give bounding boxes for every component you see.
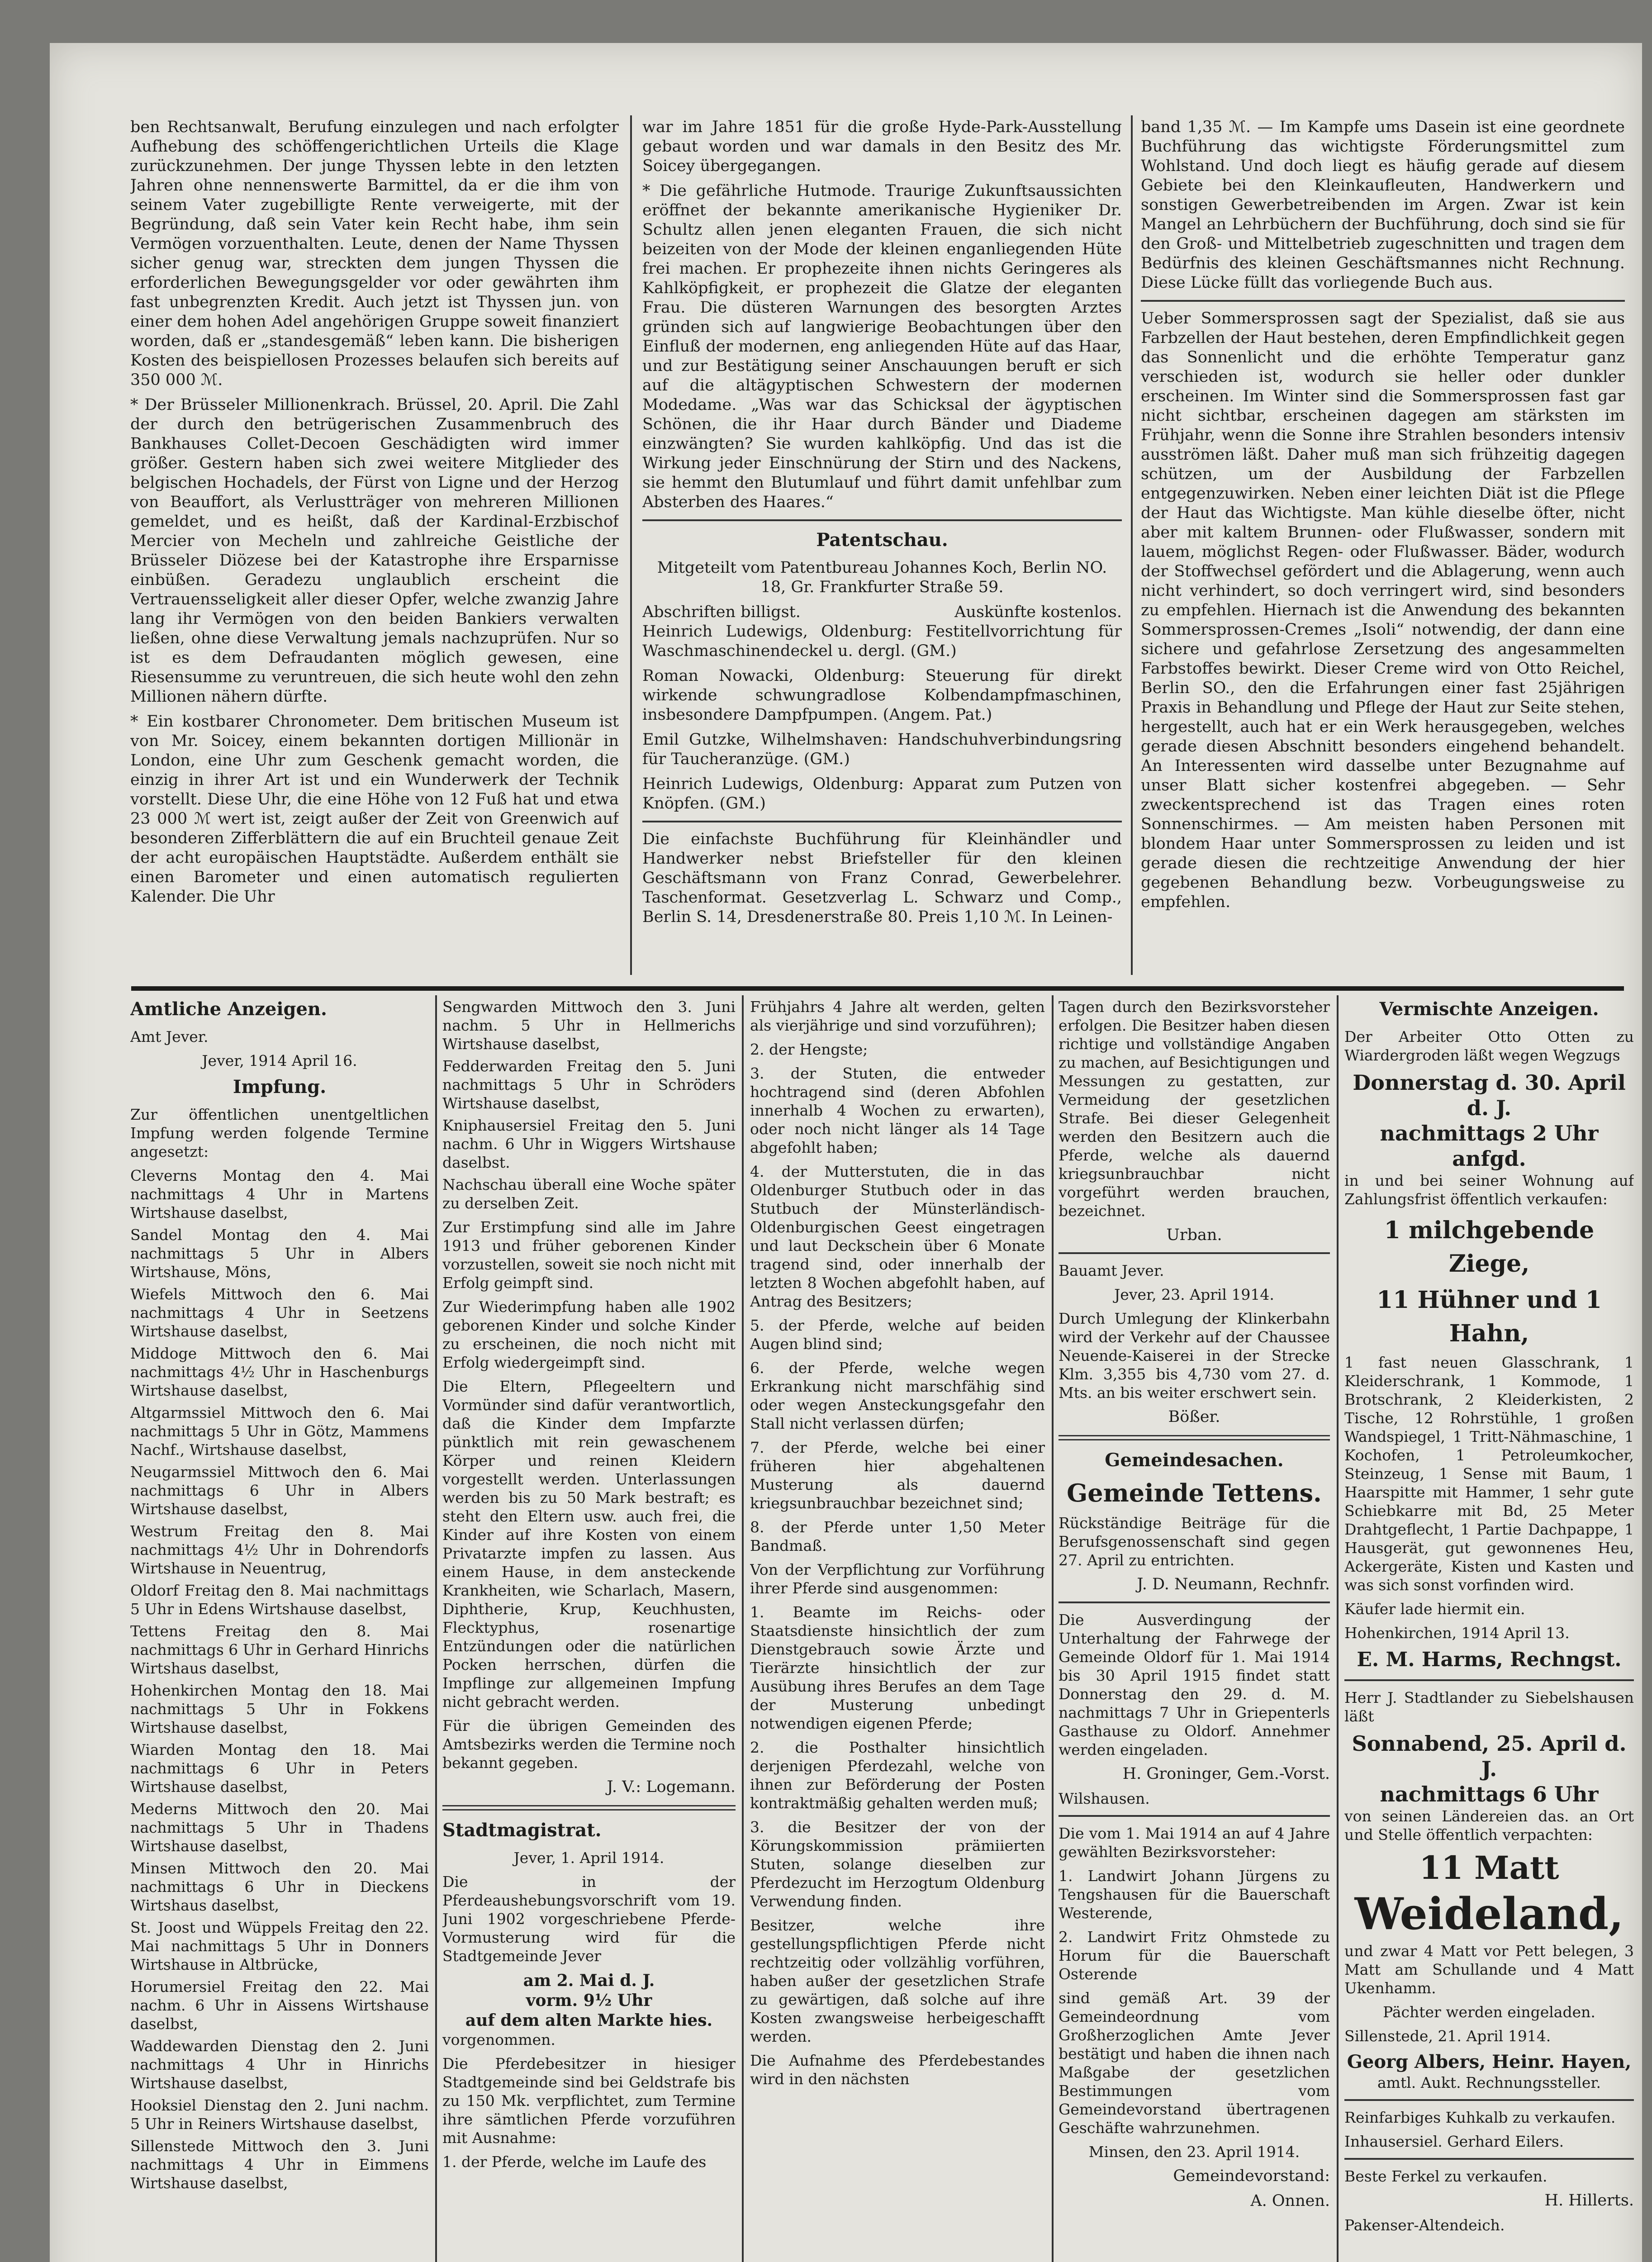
ad-signature: Inhausersiel. Gerhard Eilers. bbox=[1344, 2133, 1564, 2150]
article-sommersprossen: Ueber Sommersprossen sagt der Spezialist, daß sie aus Farbzellen der Haut bestehen, deren Empfindlichkeit gegen das Sonnenlicht und die erhöhte Temperatur ganz verschieden ist, wodurch sie heller oder dunkler erscheinen. Im Winter sind die Sommersprossen fast gar nicht sichtbar, erscheinen dagegen am stärksten im Frühjahr, wenn die Sonne ihre Strahlen besonders intensiv ausströmen läßt. Daher muß man sich frühzeitig dagegen schützen, um der Ausbildung der Farbzellen entgegenzuwirken. Neben einer leichten Diät ist die Pflege der Haut das Wichtigste. Man kühle dieselbe öfter, nicht aber mit kaltem Brunnen- oder Flußwasser, sondern mit lauem, möglichst Regen- oder Flußwasser. Bäder, wodurch der Stoffwechsel gefördert und die Ablagerung, wenn auch nicht verhindert, so doch verringert wird, sind besonders zu empfehlen. Hiernach ist die Anwendung des bekannten Sommersprossen-Cremes „Isoli“ notwendig, der dann eine sichere und gefahrlose Zersetzung des angesammelten Farbstoffes bewirkt. Dieser Creme wird von Otto Reichel, Berlin SO., den die Erfahrungen einer fast 25jährigen Praxis in Behandlung und Pflege der Haut zur Seite stehen, hergestellt, auch hat er ein Werk herausgegeben, welches gerade diesen Abschnitt besonders eingehend behandelt. An Interessenten wird dasselbe unter Bezugnahme auf unser Blatt sicher kostenfrei abgegeben. — Sehr zweckentsprechend ist das Tragen eines roten Sonnenschirmes. — Am meisten haben Personen mit blondem Haar unter Sommersprossen zu leiden und ist gerade diesen die rechtzeitige Anwendung der hier gegebenen Behandlung bezw. Vorbeugungsweise zu empfehlen. bbox=[1141, 309, 1625, 911]
ausverdingung-place: Wilshausen. bbox=[1059, 1790, 1150, 1807]
section-divider bbox=[1059, 1601, 1330, 1603]
patentschau-title: Patentschau. bbox=[816, 529, 948, 551]
vermischte-anzeigen-title: Vermischte Anzeigen. bbox=[1379, 998, 1599, 1020]
patentschau-terms bbox=[642, 603, 1122, 622]
patent-entry: Roman Nowacki, Oldenburg: Steuerung für direkt wirkende schwungradlose Kolbendampfmaschinen, insbesondere Dampfpumpen. (Angem. Pat.) bbox=[642, 667, 1122, 724]
article-chronometer-cont: war im Jahre 1851 für die große Hyde-Park-Ausstellung gebaut worden und war damals in den Besitz des Mr. Soicey übergegangen. bbox=[642, 118, 1122, 175]
impf-termin: Sandel Montag den 4. Mai nachmittags 5 Uhr in Albers Wirtshause, Möns, bbox=[130, 1226, 429, 1281]
stadtmagistrat-text: Die in der Pferdeaushebungsvorschrift vom 19. Juni 1902 vorgeschriebene Pferde-Vormusterung wird für die Stadtgemeinde Jever bbox=[442, 1873, 736, 1965]
impf-termin: Fedderwarden Freitag den 5. Juni nachmittags 5 Uhr in Schröders Wirtshause daselbst, bbox=[442, 1057, 736, 1112]
bezirksvorsteher-text: Die vom 1. Mai 1914 an auf 4 Jahre gewählten Bezirksvorsteher: bbox=[1059, 1825, 1330, 1861]
column-rule bbox=[435, 995, 437, 2262]
section-divider bbox=[1344, 2099, 1634, 2101]
pferde-text: 3. die Besitzer der von der Körungskommission prämiierten Stuten, solange dieselben zur Pferdezucht im Herzogtum Oldenburg Verwendung finden. bbox=[750, 1818, 1045, 1910]
patent-entry: Heinrich Ludewigs, Oldenburg: Festitellvorrichtung für Waschmaschinendeckel u. dergl. (GM.) bbox=[642, 623, 1122, 660]
section-divider bbox=[1344, 2158, 1634, 2160]
gemeindevorstand-label: Gemeindevorstand: bbox=[1173, 2167, 1330, 2185]
patent-entry: Emil Gutzke, Wilhelmshaven: Handschuhverbindungsring für Taucheranzüge. (GM.) bbox=[642, 731, 1122, 768]
section-divider bbox=[1344, 1679, 1634, 1681]
impfung-text: Nachschau überall eine Woche später zu derselben Zeit. bbox=[442, 1176, 736, 1212]
section-divider bbox=[1059, 1815, 1330, 1817]
gemeindesachen-column bbox=[1059, 998, 1330, 2262]
termin-time: vorm. 9½ Uhr bbox=[526, 1991, 652, 2010]
auction-invite: Käufer lade hiermit ein. bbox=[1344, 1600, 1525, 1618]
impf-termin: Sillenstede Mittwoch den 3. Juni nachmittags 4 Uhr in Eimmens Wirtshause daselbst, bbox=[130, 2137, 429, 2192]
lease-text: von seinen Ländereien das. an Ort und Stelle öffentlich verpachten: bbox=[1344, 1807, 1634, 1844]
tettens-signature: J. D. Neumann, Rechnfr. bbox=[1137, 1575, 1330, 1593]
column-rule bbox=[742, 995, 744, 2262]
bauamt-office: Bauamt Jever. bbox=[1059, 1262, 1164, 1279]
ad-signature: H. Hillerts. bbox=[1544, 2191, 1634, 2210]
bauamt-signature: Bößer. bbox=[1168, 1408, 1220, 1426]
lease-intro: Herr J. Stadtlander zu Siebelshausen läßt bbox=[1344, 1689, 1634, 1725]
pferde-text-cont: Tagen durch den Bezirksvorsteher erfolgen. Die Besitzer haben diesen richtige und vollständige Angaben zu machen, auf Besichtigungen und Messungen zu gestatten, zur Vermeidung der gesetzlichen Strafe. Bei dieser Gelegenheit werden den Besitzern auch die Pferde, welche als dauernd kriegsunbrauchbar nicht vorgeführt werden brauchen, bezeichnet. bbox=[1059, 998, 1330, 1220]
lease-signature-titles: amtl. Aukt. Rechnungssteller. bbox=[1377, 2074, 1601, 2091]
impfung-text: Für die übrigen Gemeinden des Amtsbezirks werden die Termine noch bekannt gegeben. bbox=[442, 1717, 736, 1772]
impf-termin: Hooksiel Dienstag den 2. Juni nachm. 5 Uhr in Reiners Wirtshause daselbst, bbox=[130, 2096, 429, 2133]
impf-termin: Neugarmssiel Mittwoch den 6. Mai nachmittags 6 Uhr in Albers Wirtshause daselbst, bbox=[130, 1463, 429, 1518]
auction-list: 1 fast neuen Glasschrank, 1 Kleiderschrank, 1 Kommode, 1 Brotschrank, 2 Kleiderkisten, 2 Tische, 12 Rohrstühle, 1 großen Wandspiegel, 1 Tritt-Nähmaschine, 1 Kochofen, 1 Petroleumkocher, Steinzeug, 1 Sense mit Baum, 1 Haarspitte mit Hammer, 1 sehr gute Schiebkarre mit Bd, 25 Meter Drahtgeflecht, 1 Partie Dachpappe, 1 Hausgerät, gut gewonnenes Heu, Ackergeräte, Kisten und Kasten und was sich sonst vorfinden wird. bbox=[1344, 1354, 1634, 1594]
double-rule bbox=[1059, 1435, 1330, 1440]
patentschau-terms-right: Auskünfte kostenlos. bbox=[954, 603, 1122, 621]
impfung-text: Die Eltern, Pflegeeltern und Vormünder sind dafür verantwortlich, daß die Kinder dem Impfarzte pünktlich mit rein gewaschenem Körper und reinen Kleidern vorgestellt werden. Unterlassungen werden bis zu 50 Mark bestraft; es steht den Eltern usw. auch frei, die Kinder auf ihre Kosten von einem Privatarzte impfen zu lassen. Aus einem Hause, in dem ansteckende Krankheiten, wie Scharlach, Masern, Diphtherie, Krup, Keuchhusten, Flecktyphus, rosenartige Entzündungen oder die natürlichen Pocken herrschen, dürfen die Impflinge zur allgemeinen Impfung nicht gebracht werden. bbox=[442, 1378, 736, 1711]
impf-termin: St. Joost und Wüppels Freitag den 22. Mai nachmittags 5 Uhr in Donners Wirtshause in Altbrücke, bbox=[130, 1919, 429, 1973]
stadtmagistrat-title: Stadtmagistrat. bbox=[442, 1820, 602, 1841]
pferde-text: 5. der Pferde, welche auf beiden Augen blind sind; bbox=[750, 1316, 1045, 1353]
article-buchfuehrung-cont: band 1,35 ℳ. — Im Kampfe ums Dasein ist eine geordnete Buchführung das wichtigste Förderungsmittel zum Wohlstand. Und doch liegt es häufig gerade auf diesem Gebiete bei den Kleinkaufleuten, Handwerkern und sonstigen Gewerbetreibenden im Argen. Zwar ist kein Mangel an Lehrbüchern der Buchführung, doch sind sie für den Groß- und Mittelbetrieb zugeschnitten und tragen dem Bedürfnis des kleinen Geschäftsmannes nicht Rechnung. Diese Lücke füllt das vorliegende Buch aus. bbox=[1141, 118, 1625, 292]
impf-termin: Waddewarden Dienstag den 2. Juni nachmittags 4 Uhr in Hinrichs Wirtshause daselbst, bbox=[130, 2037, 429, 2092]
article-bruesseler-millionenkrach: * Der Brüsseler Millionenkrach. Brüssel, 20. April. Die Zahl der durch den betrügerischen Zusammenbruch des Bankhauses Collet-Decoen Geschädigten wird immer größer. Gestern haben sich zwei weitere Mitglieder des belgischen Hochadels, der Fürst von Ligne und der Herzog von Beauffort, als Verlustträger von mehreren Millionen gemeldet, und es heißt, daß der Kardinal-Erzbischof Mercier von Mecheln und zahlreiche Geistliche der Brüsseler Diözese bei der Katastrophe ihre Ersparnisse einbüßen. Geradezu unglaublich erscheint die Vertrauensseligkeit aller dieser Opfer, welche zwanzig Jahre lang ihr Vermögen von den beiden Bankiers verwalten ließen, ohne diese Verwaltung jemals nachzuprüfen. Nur so ist es dem Defraudanten möglich gewesen, eine Riesensumme zu veruntreuen, die sich heute wohl den zehn Millionen nähern dürfte. bbox=[130, 396, 619, 706]
ausverdingung-text: Die Ausverdingung der Unterhaltung der Fahrwege der Gemeinde Oldorf für 1. Mai 1914 bis 30 April 1915 findet statt Donnerstag den 29. d. M. nachmittags 7 Uhr in Griepenterls Gasthause zu Oldorf. Annehmer werden eingeladen. bbox=[1059, 1611, 1330, 1758]
impfung-text: Zur Erstimpfung sind alle im Jahre 1913 und früher geborenen Kinder vorzustellen, soweit sie noch nicht mit Erfolg geimpft sind. bbox=[442, 1218, 736, 1292]
impf-termin: Westrum Freitag den 8. Mai nachmittags 4½ Uhr in Dohrendorfs Wirtshause in Neuentrug, bbox=[130, 1522, 429, 1577]
article-column-2 bbox=[642, 118, 1122, 973]
ausverdingung-signature: H. Groninger, Gem.-Vorst. bbox=[1122, 1765, 1330, 1783]
auction-time: nachmittags 2 Uhr anfgd. bbox=[1380, 1121, 1599, 1171]
bezirksvorsteher-text: sind gemäß Art. 39 der Gemeindeordnung vom Großherzoglichen Amte Jever bestätigt und haben die ihnen nach Maßgabe der gesetzlichen Bestimmungen vom Gemeindevorstand übertragenen Geschäfte wahrzunehmen. bbox=[1059, 1989, 1330, 2137]
column-rule bbox=[630, 115, 632, 975]
auction-signature: E. M. Harms, Rechngst. bbox=[1357, 1648, 1622, 1671]
stadtmagistrat-text: Die Pferdebesitzer in hiesiger Stadtgemeinde sind bei Geldstrafe bis zu 150 Mk. verpflichtet, zum Termine ihre sämtlichen Pferde vorzuführen mit Ausnahme: bbox=[442, 2055, 736, 2147]
section-rule bbox=[131, 986, 1624, 991]
patentschau-source: Mitgeteilt vom Patentbureau Johannes Koch, Berlin NO. 18, Gr. Frankfurter Straße 59. bbox=[657, 559, 1107, 596]
stadtmagistrat-date: Jever, 1. April 1914. bbox=[513, 1849, 665, 1867]
impf-termin: Wiarden Montag den 18. Mai nachmittags 6 Uhr in Peters Wirtshause daselbst, bbox=[130, 1741, 429, 1796]
bezirksvorsteher-item: 1. Landwirt Johann Jürgens zu Tengshausen für die Bauerschaft Westerende, bbox=[1059, 1867, 1330, 1922]
pferde-text: Frühjahrs 4 Jahre alt werden, gelten als vierjährige und sind vorzuführen); bbox=[750, 998, 1045, 1034]
pferde-text: Die Aufnahme des Pferdebestandes wird in den nächsten bbox=[750, 2052, 1045, 2088]
lease-highlight-large: Weideland, bbox=[1354, 1888, 1624, 1939]
tettens-text: Rückständige Beiträge für die Berufsgenossenschaft sind gegen 27. April zu entrichten. bbox=[1059, 1514, 1330, 1569]
pferde-text: 4. der Mutterstuten, die in das Oldenburger Stutbuch oder in das Stutbuch der Münsterländisch-Oldenburgischen Geest eingetragen und laut Deckschein über 6 Monate tragend sind, oder innerhalb der letzten 8 Wochen abgefohlt haben, auf Antrag des Besitzers; bbox=[750, 1163, 1045, 1310]
impf-termin: Cleverns Montag den 4. Mai nachmittags 4 Uhr in Martens Wirtshause daselbst, bbox=[130, 1167, 429, 1221]
lease-place-date: Sillenstede, 21. April 1914. bbox=[1344, 2027, 1551, 2045]
impfung-stadtmagistrat-column bbox=[442, 998, 736, 2262]
impfung-title: Impfung. bbox=[233, 1076, 327, 1098]
article-chronometer: * Ein kostbarer Chronometer. Dem britischen Museum ist von Mr. Soicey, einem bekannten dortigen Millionär in London, eine Uhr zum Geschenk gemacht worden, die einzig in ihrer Art ist und ein Wunderwerk der Technik vorstellt. Diese Uhr, die eine Höhe von 12 Fuß hat und etwa 23 000 ℳ wert ist, zeigt außer der Zeit von Greenwich auf besonderen Zifferblättern die auf ein Bruchteil genaue Zeit der acht europäischen Hauptstädte. Außerdem enthält sie einen Barometer und einen automatisch regulierten Kalender. Die Uhr bbox=[130, 713, 619, 906]
gemeindevorstand-signature: A. Onnen. bbox=[1250, 2192, 1330, 2210]
bauamt-text: Durch Umlegung der Klinkerbahn wird der Verkehr auf der Chaussee Neuende-Kaiserei in der Strecke Klm. 3,355 bis 4,730 vom 27. d. Mts. an bis weiter erschwert sein. bbox=[1059, 1310, 1330, 1402]
impf-termin: Tettens Freitag den 8. Mai nachmittags 6 Uhr in Gerhard Hinrichs Wirtshaus daselbst, bbox=[130, 1622, 429, 1677]
article-buchfuehrung: Die einfachste Buchführung für Kleinhändler und Handwerker nebst Briefsteller für den kleinen Geschäftsmann von Franz Conrad, Gewerbelehrer. Taschenformat. Gesetzverlag L. Schwarz und Comp., Berlin S. 14, Dresdenerstraße 80. Preis 1,10 ℳ. In Leinen- bbox=[642, 830, 1122, 926]
article-hutmode: * Die gefährliche Hutmode. Traurige Zukunftsaussichten eröffnet der bekannte amerikanische Hygieniker Dr. Schultz allen jenen eleganten Frauen, die sich nicht beizeiten von der Mode der kleinen enganliegenden Hüte frei machen. Er prophezeite ihnen nichts Geringeres als Kahlköpfigkeit, er prophezeit die Glatze der eleganten Frau. Die düsteren Warnungen des besorgten Arztes gründen sich auf langwierige Beobachtungen über den Einfluß der modernen, eng anliegenden Hüte auf das Haar, und zur Bestätigung seiner Anschauungen beruft er sich auf die altägyptischen Schwestern der modernen Modedame. „Was war das Schicksal der ägyptischen Schönen, die ihr Haar durch Bänder und Diademe einzwängten? Sie wurden kahlköpfig. Und das ist die Wirkung jeder Einschnürung der Stirn und des Nackens, sie hemmt den Blutumlauf und führt damit unfehlbar zum Absterben des Haares.“ bbox=[642, 182, 1122, 511]
lease-text: und zwar 4 Matt vor Pett belegen, 3 Matt am Schullande und 4 Matt Ukenhamm. bbox=[1344, 1942, 1634, 1997]
auction-intro: Der Arbeiter Otto Otten zu Wiardergroden läßt wegen Wegzugs bbox=[1344, 1028, 1634, 1064]
pferde-text: 6. der Pferde, welche wegen Erkrankung nicht marschfähig sind oder wegen Ansteckungsgefahr den Stall nicht verlassen dürfen; bbox=[750, 1359, 1045, 1432]
pferdemusterung-column bbox=[750, 998, 1045, 2262]
newspaper-page bbox=[50, 43, 1642, 2262]
section-divider bbox=[1141, 300, 1625, 302]
impf-termin: Wiefels Mittwoch den 6. Mai nachmittags 4 Uhr in Seetzens Wirtshause daselbst, bbox=[130, 1285, 429, 1340]
section-divider bbox=[1059, 1252, 1330, 1254]
bezirksvorsteher-place: Minsen, den 23. April 1914. bbox=[1088, 2143, 1300, 2161]
impf-termin: Sengwarden Mittwoch den 3. Juni nachm. 5 Uhr in Hellmerichs Wirtshause daselbst, bbox=[442, 998, 736, 1053]
impf-termin: Altgarmssiel Mittwoch den 6. Mai nachmittags 5 Uhr in Götz, Mammens Nachf., Wirtshause daselbst, bbox=[130, 1404, 429, 1459]
impf-termin: Mederns Mittwoch den 20. Mai nachmittags 5 Uhr in Thadens Wirtshause daselbst, bbox=[130, 1800, 429, 1855]
pferde-text: 2. die Posthalter hinsichtlich derjenigen Pferdezahl, welche von ihnen zur Beförderung der Posten kontraktmäßig gehalten werden muß; bbox=[750, 1739, 1045, 1812]
lease-date: Sonnabend, 25. April d. J. bbox=[1352, 1731, 1627, 1781]
notice-date: Jever, 1914 April 16. bbox=[202, 1052, 357, 1069]
impf-termin: Horumersiel Freitag den 22. Mai nachm. 6 Uhr in Aissens Wirtshause daselbst, bbox=[130, 1978, 429, 2033]
ad-place: Pakenser-Altendeich. bbox=[1344, 2216, 1505, 2234]
auction-date: Donnerstag d. 30. April d. J. bbox=[1353, 1070, 1626, 1120]
impf-termin: Hohenkirchen Montag den 18. Mai nachmittags 5 Uhr in Fokkens Wirtshause daselbst, bbox=[130, 1682, 429, 1736]
column-rule bbox=[1131, 115, 1133, 975]
section-divider bbox=[642, 519, 1122, 521]
ad-text: Reinfarbiges Kuhkalb zu verkaufen. bbox=[1344, 2109, 1616, 2126]
pferde-text: Von der Verpflichtung zur Vorführung ihrer Pferde sind ausgenommen: bbox=[750, 1561, 1045, 1597]
termin-place: auf dem alten Markte hies. bbox=[465, 2011, 713, 2030]
pferde-text: 3. der Stuten, die entweder hochtragend sind (deren Abfohlen innerhalb 4 Wochen zu erwarten), oder noch nicht länger als 14 Tage abgefohlt haben; bbox=[750, 1064, 1045, 1156]
patent-entry: Heinrich Ludewigs, Oldenburg: Apparat zum Putzen von Knöpfen. (GM.) bbox=[642, 775, 1122, 813]
impf-termin: Middoge Mittwoch den 6. Mai nachmittags 4½ Uhr in Haschenburgs Wirtshause daselbst, bbox=[130, 1345, 429, 1399]
urban-signature: Urban. bbox=[1166, 1226, 1222, 1244]
impfung-signature: J. V.: Logemann. bbox=[607, 1778, 736, 1796]
bauamt-date: Jever, 23. April 1914. bbox=[1114, 1286, 1274, 1303]
impfung-intro: Zur öffentlichen unentgeltlichen Impfung werden folgende Termine angesetzt: bbox=[130, 1106, 429, 1160]
amtliche-anzeigen-column bbox=[130, 998, 429, 2262]
office-name: Amt Jever. bbox=[130, 1028, 209, 1045]
stadtmagistrat-text: vorgenommen. bbox=[442, 2031, 555, 2048]
pferde-text: 1. Beamte im Reichs- oder Staatsdienste hinsichtlich der zum Dienstgebrauch sowie Ärzte und Tierärzte hinsichtlich der zur Ausübung ihres Berufes an dem Tage der Musterung unbedingt notwendigen eigenen Pferde; bbox=[750, 1603, 1045, 1732]
column-rule bbox=[1337, 995, 1339, 2262]
gemeinde-tettens-title: Gemeinde Tettens. bbox=[1067, 1478, 1322, 1507]
bezirksvorsteher-item: 2. Landwirt Fritz Ohmstede zu Horum für die Bauerschaft Osterende bbox=[1059, 1928, 1330, 1983]
auction-highlight: 1 milchgebende Ziege, bbox=[1384, 1217, 1595, 1278]
stadtmagistrat-item: 1. der Pferde, welche im Laufe des bbox=[442, 2153, 707, 2171]
impfung-text: Zur Wiederimpfung haben alle 1902 geborenen Kinder und solche Kinder zu erscheinen, die noch nicht mit Erfolg wiedergeimpft sind. bbox=[442, 1298, 736, 1371]
column-rule bbox=[1052, 995, 1054, 2262]
patentschau-terms-left: Abschriften billigst. bbox=[642, 603, 801, 621]
pferde-text: 8. der Pferde unter 1,50 Meter Bandmaß. bbox=[750, 1518, 1045, 1554]
ad-text: Beste Ferkel zu verkaufen. bbox=[1344, 2167, 1548, 2185]
lease-time: nachmittags 6 Uhr bbox=[1380, 1782, 1599, 1806]
article-column-3 bbox=[1141, 118, 1625, 973]
lease-highlight: 11 Matt bbox=[1419, 1849, 1559, 1887]
lease-invite: Pächter werden eingeladen. bbox=[1383, 2003, 1595, 2021]
impf-termin: Oldorf Freitag den 8. Mai nachmittags 5 Uhr in Edens Wirtshause daselbst, bbox=[130, 1582, 429, 1618]
impf-termin: Minsen Mittwoch den 20. Mai nachmittags 6 Uhr in Dieckens Wirtshaus daselbst, bbox=[130, 1859, 429, 1914]
gemeindesachen-title: Gemeindesachen. bbox=[1105, 1449, 1284, 1471]
amtliche-anzeigen-title: Amtliche Anzeigen. bbox=[130, 998, 327, 1020]
auction-text: in und bei seiner Wohnung auf Zahlungsfrist öffentlich verkaufen: bbox=[1344, 1172, 1634, 1208]
article-column-1 bbox=[130, 118, 619, 973]
double-rule bbox=[442, 1805, 736, 1811]
termin-date: am 2. Mai d. J. bbox=[523, 1971, 655, 1990]
impf-termin: Kniphausersiel Freitag den 5. Juni nachm. 6 Uhr in Wiggers Wirtshause daselbst. bbox=[442, 1117, 736, 1171]
pferde-text: Besitzer, welche ihre gestellungspflichtigen Pferde nicht rechtzeitig oder vollzählig vorführen, haben außer der gesetzlichen Strafe zu gewärtigen, daß solche auf ihre Kosten zwangsweise herbeigeschafft werden. bbox=[750, 1916, 1045, 2045]
auction-highlight: 11 Hühner und 1 Hahn, bbox=[1377, 1286, 1602, 1347]
vermischte-anzeigen-column bbox=[1344, 998, 1634, 2262]
section-divider bbox=[642, 821, 1122, 822]
pferde-text: 7. der Pferde, welche bei einer früheren hier abgehaltenen Musterung als dauernd kriegsunbrauchbar bezeichnet sind; bbox=[750, 1439, 1045, 1512]
pferde-text: 2. der Hengste; bbox=[750, 1041, 868, 1058]
article-thyssen: ben Rechtsanwalt, Berufung einzulegen und nach erfolgter Aufhebung des schöffengerichtlichen Urteils die Klage zurückzunehmen. Der junge Thyssen lebte in den letzten Jahren ohne nennenswerte Barmittel, da er die ihm von seinem Vater zugebilligte Rente verweigerte, mit der Begründung, daß sein Vater kein Recht habe, ihm sein Vermögen vorzuenthalten. Leute, denen der Name Thyssen sicher genug war, streckten dem jungen Thyssen die erforderlichen Bewegungsgelder vor oder gewährten ihm fast unbegrenzten Kredit. Auch jetzt ist Thyssen jun. von einer dem hohen Adel angehörigen Gruppe soweit finanziert worden, daß er „standesgemäß“ leben kann. Die bisherigen Kosten des beispiellosen Prozesses belaufen sich bereits auf 350 000 ℳ. bbox=[130, 118, 619, 389]
lease-signature: Georg Albers, Heinr. Hayen, bbox=[1347, 2051, 1632, 2072]
auction-place-date: Hohenkirchen, 1914 April 13. bbox=[1344, 1624, 1570, 1642]
